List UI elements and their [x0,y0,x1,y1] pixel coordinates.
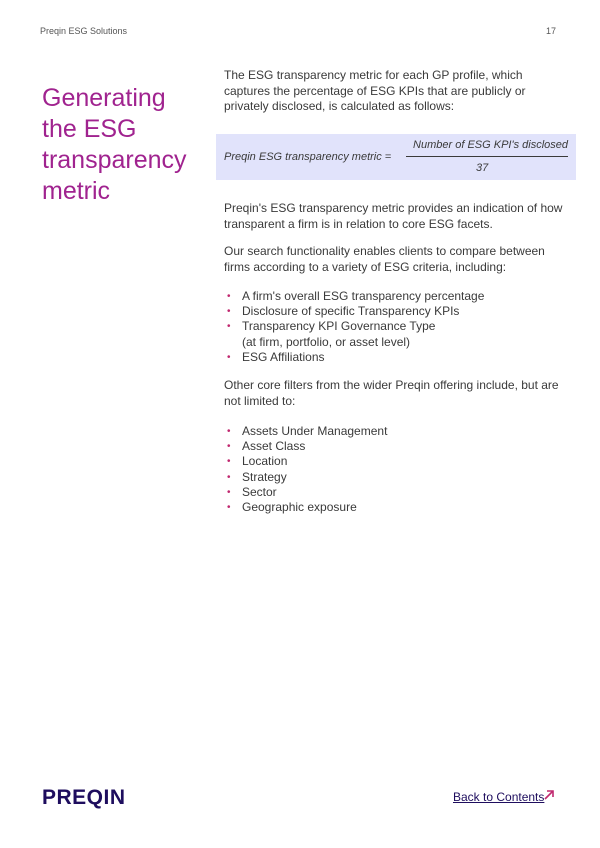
bullet-icon: • [227,456,231,468]
criteria-list [224,289,484,365]
intro-paragraph [224,68,564,115]
paragraph-transparency: Preqin's ESG transparency metric provides an indication of how transparent a firm is in relation to core ESG facets. [224,201,563,231]
list-item-text: Transparency KPI Governance Type [242,319,436,334]
list-item-text: Assets Under Management [242,424,388,438]
list-item [224,439,387,454]
bullet-icon: • [227,291,231,302]
bullet-icon: • [227,306,231,318]
list-item-text: (at firm, portfolio, or asset level) [242,334,411,349]
section-title-line: metric [42,176,111,205]
list-item [224,319,484,334]
bullet-icon: • [227,426,231,437]
list-item-continuation [224,335,484,350]
list-item [224,470,387,485]
list-item [224,500,387,515]
list-item-text: Geographic exposure [242,500,357,515]
list-item-text: ESG Affiliations [242,349,325,364]
list-item [224,454,387,469]
preqin-logo: PREQIN [42,786,126,809]
list-item-text: Location [242,454,288,469]
list-item [224,304,484,319]
formula-denominator: 37 [476,162,489,174]
list-item [224,485,387,500]
list-item [224,289,484,304]
section-title-line: Generating [42,83,166,112]
bullet-icon: • [227,502,231,514]
section-title [42,83,202,207]
list-item [224,424,387,439]
page-number: 17 [545,26,556,36]
list-item-text: A firm's overall ESG transparency percentage [242,289,485,303]
arrow-up-right-icon[interactable] [543,789,555,801]
bullet-icon: • [227,351,231,363]
paragraph-filters: Other core filters from the wider Preqin offering include, but are not limited to: [224,378,559,408]
formula-box [216,134,576,180]
fraction-bar [406,156,568,157]
formula-numerator: Number of ESG KPI's disclosed [413,139,568,151]
filters-list [224,424,387,515]
formula-lhs: Preqin ESG transparency metric = [224,151,392,163]
bullet-icon: • [227,441,231,453]
back-to-contents-link[interactable]: Back to Contents [453,790,545,804]
bullet-icon: • [227,321,231,333]
list-item-text: Asset Class [242,439,306,454]
section-title-line: transparency [42,145,187,174]
paragraph-search: Our search functionality enables clients to compare between firms according to a variety of ESG criteria, including: [224,244,545,274]
list-item-text: Disclosure of specific Transparency KPIs [242,304,460,319]
intro-text: The ESG transparency metric for each GP profile, which captures the percentage of ESG KPIs that are publicly or privately disclosed, is calculated as follows: [224,68,526,113]
bullet-icon: • [227,486,231,498]
document-title: Preqin ESG Solutions [40,26,128,36]
list-item-text: Sector [242,484,277,499]
list-item [224,350,484,365]
bullet-icon: • [227,471,231,483]
list-item-text: Strategy [242,469,287,484]
section-title-line: the ESG [42,114,137,143]
